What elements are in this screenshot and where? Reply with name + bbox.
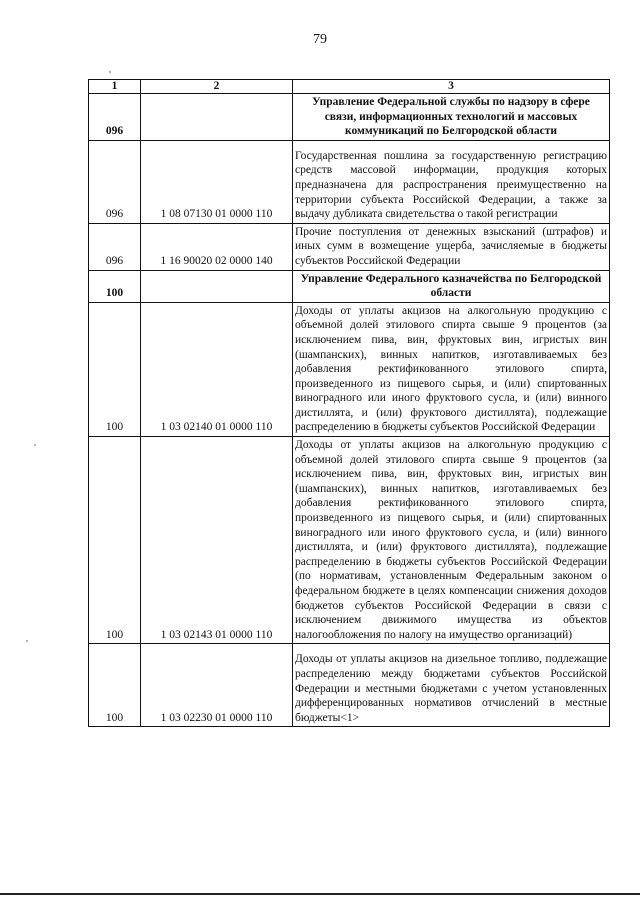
classification-code-cell [141,94,293,141]
column-header-1: 1 [89,80,141,94]
classification-code-cell: 1 03 02140 01 0000 110 [141,302,293,436]
classification-code-cell: 1 16 90020 02 0000 140 [141,223,293,270]
scan-speck [26,640,28,642]
admin-code-cell: 100 [89,302,141,436]
section-title-cell: Управление Федеральной службы по надзору в сфере связи, информационных технологий и массовых коммуникаций по Белгородской области [293,94,610,141]
classification-code-cell [141,270,293,302]
admin-code-cell: 096 [89,94,141,141]
classification-code-cell: 1 03 02143 01 0000 110 [141,437,293,644]
admin-code-cell: 096 [89,223,141,270]
page-bottom-edge [0,893,640,895]
column-header-2: 2 [141,80,293,94]
budget-revenue-table [88,79,610,727]
admin-code-cell: 100 [89,437,141,644]
admin-code-cell: 100 [89,644,141,727]
table-row [89,140,610,223]
description-cell: Государственная пошлина за государственную регистрацию средств массовой информации, продукция которых предназначена для распространения преимущественно на территории субъекта Российской Федерации, а также за выдачу дубликата свидетельства о такой регистрации [293,140,610,223]
description-cell: Доходы от уплаты акцизов на алкогольную продукцию с объемной долей этилового спирта свыше 9 процентов (за исключением пива, вин, фруктовых вин, игристых вин (шампанских), винных напитков, изготавливаемых без добавления ректификованного этилового спирта, произведенного из пищевого сырья, и (или) спиртованных виноградного или иного фруктового сусла, и (или) винного дистиллята, и (или) фруктового дистиллята), подлежащие распределению в бюджеты субъектов Российской Федерации [293,302,610,436]
scan-speck [109,71,111,73]
table-row [89,302,610,436]
scan-speck [34,444,36,446]
description-cell: Доходы от уплаты акцизов на алкогольную продукцию с объемной долей этилового спирта свыше 9 процентов (за исключением пива, вин, фруктовых вин, игристых вин (шампанских), винных напитков, изготавливаемых без добавления ректификованного этилового спирта, произведенного из пищевого сырья, и (или) спиртованных виноградного или иного фруктового сусла, и (или) винного дистиллята, и (или) фруктового дистиллята), подлежащие распределению в бюджеты субъектов Российской Федерации (по нормативам, установленным Федеральным законом о федеральном бюджете в целях компенсации снижения доходов бюджетов субъектов Российской Федерации в связи с исключением движимого имущества из объектов налогообложения по налогу на имущество организаций) [293,437,610,644]
classification-code-cell: 1 08 07130 01 0000 110 [141,140,293,223]
column-header-3: 3 [293,80,610,94]
table-row [89,644,610,727]
description-cell: Доходы от уплаты акцизов на дизельное топливо, подлежащие распределению между бюджетами субъектов Российской Федерации и местными бюджетами с учетом установленных дифференцированных нормативов отчислений в местные бюджеты<1> [293,644,610,727]
table-row-section [89,270,610,302]
classification-code-cell: 1 03 02230 01 0000 110 [141,644,293,727]
table-row-section [89,94,610,141]
page-number: 79 [313,32,327,47]
description-cell: Прочие поступления от денежных взысканий (штрафов) и иных сумм в возмещение ущерба, зачисляемые в бюджеты субъектов Российской Федерации [293,223,610,270]
section-title-cell: Управление Федерального казначейства по Белгородской области [293,270,610,302]
table-row [89,437,610,644]
admin-code-cell: 096 [89,140,141,223]
table-header-row [89,80,610,94]
table-row [89,223,610,270]
admin-code-cell: 100 [89,270,141,302]
